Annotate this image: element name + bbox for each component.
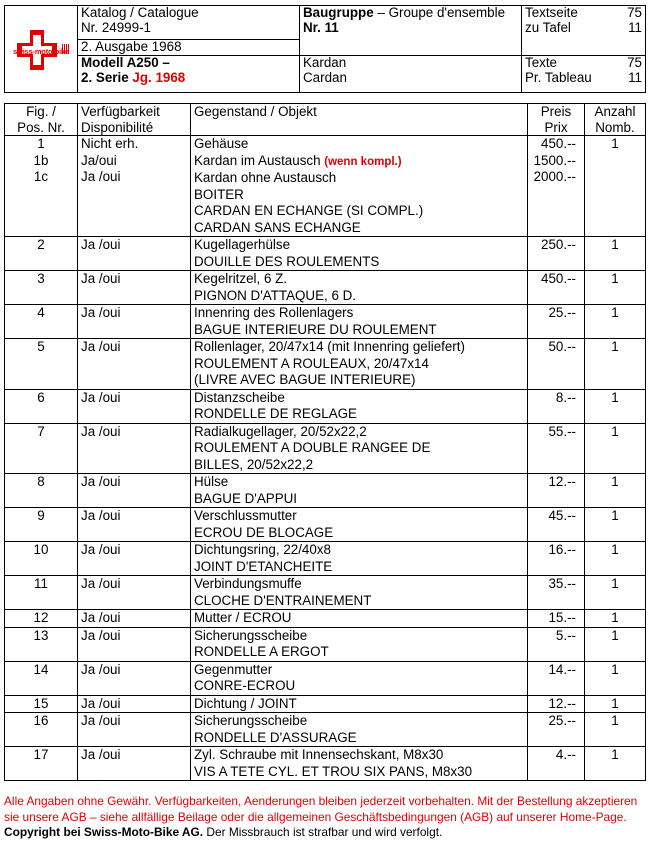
availability-cell: Ja /oui: [78, 747, 191, 781]
price-cell: 4.--: [528, 747, 585, 781]
quantity-cell: 1: [585, 610, 646, 628]
table-row: [5, 713, 646, 747]
object-line: RONDELLE A ERGOT: [194, 644, 329, 659]
fig-cell: 2: [5, 237, 78, 271]
object-line: RONDELLE DE REGLAGE: [194, 406, 357, 421]
texte-label: Texte: [525, 55, 558, 70]
object-line: Verschlussmutter: [194, 508, 297, 523]
object-cell: [191, 610, 528, 628]
fig-cell: 3: [5, 271, 78, 305]
textseite-value: 75: [627, 5, 642, 20]
price-cell: 12.--: [528, 474, 585, 508]
group-number: Nr. 11: [303, 19, 339, 35]
fig-cell: 14: [5, 661, 78, 695]
col-header-object: Gegenstand / Objekt: [191, 104, 528, 136]
availability-cell: Ja /oui: [78, 237, 191, 271]
fig-cell: 1 1b 1c: [5, 136, 78, 237]
quantity-cell: 1: [585, 576, 646, 610]
price-cell: 450.-- 1500.-- 2000.--: [528, 136, 585, 237]
texte-value: 75: [627, 55, 642, 70]
texte-cell: [522, 56, 646, 93]
quantity-cell: 1: [585, 136, 646, 237]
table-row: [5, 576, 646, 610]
group-name-de: Kardan: [303, 55, 347, 70]
price-cell: 14.--: [528, 661, 585, 695]
object-cell: [191, 661, 528, 695]
swiss-moto-bike-logo: [10, 26, 72, 72]
fig-cell: 16: [5, 713, 78, 747]
object-line: BAGUE INTERIEURE DU ROULEMENT: [194, 321, 437, 337]
price-cell: 50.--: [528, 339, 585, 390]
object-line: (LIVRE AVEC BAGUE INTERIEURE): [194, 372, 416, 387]
fig-cell: 6: [5, 389, 78, 423]
availability-cell: Ja /oui: [78, 713, 191, 747]
object-cell: [191, 747, 528, 781]
object-cell: [191, 627, 528, 661]
object-line: VIS A TETE CYL. ET TROU SIX PANS, M8x30: [194, 763, 473, 779]
model-cell: [78, 56, 300, 93]
price-cell: 450.--: [528, 271, 585, 305]
pr-tableau-value: 11: [628, 69, 642, 85]
object-line: Kegelritzel, 6 Z.: [194, 271, 288, 286]
object-cell: [191, 305, 528, 339]
table-row: [5, 508, 646, 542]
fig-cell: 7: [5, 423, 78, 474]
availability-cell: Ja /oui: [78, 271, 191, 305]
object-cell: [191, 508, 528, 542]
fig-cell: 17: [5, 747, 78, 781]
table-row: [5, 661, 646, 695]
object-cell: [191, 713, 528, 747]
quantity-cell: 1: [585, 474, 646, 508]
catalog-number-cell: [78, 6, 300, 40]
group-name-fr: Cardan: [303, 69, 347, 85]
price-cell: 250.--: [528, 237, 585, 271]
col-header-availability: Verfügbarkeit Disponibilité: [78, 104, 191, 136]
object-line: CONRE-ECROU: [194, 678, 296, 693]
fig-cell: 13: [5, 627, 78, 661]
table-row: [5, 747, 646, 781]
fig-cell: 5: [5, 339, 78, 390]
object-line: BILLES, 20/52x22,2: [194, 456, 314, 472]
textseite-label: Textseite: [525, 5, 578, 20]
pr-tableau-label: Pr. Tableau: [525, 69, 592, 85]
price-cell: 12.--: [528, 695, 585, 713]
edition-cell: 2. Ausgabe 1968: [78, 40, 300, 56]
availability-cell: Ja /oui: [78, 389, 191, 423]
object-line: Kugellagerhülse: [194, 237, 291, 252]
availability-cell: Ja /oui: [78, 627, 191, 661]
object-line: Innenring des Rollenlagers: [194, 305, 354, 320]
object-line: Mutter / ECROU: [194, 610, 292, 625]
availability-cell: Ja /oui: [78, 661, 191, 695]
object-cell: [191, 237, 528, 271]
disclaimer-footer: [4, 794, 649, 841]
object-cell: [191, 271, 528, 305]
quantity-cell: 1: [585, 389, 646, 423]
object-line: ECROU DE BLOCAGE: [194, 524, 334, 540]
group-label: Baugruppe – Groupe d'ensemble: [303, 5, 506, 20]
quantity-cell: 1: [585, 237, 646, 271]
price-cell: 55.--: [528, 423, 585, 474]
catalog-label: Katalog / Catalogue: [81, 5, 199, 20]
quantity-cell: 1: [585, 542, 646, 576]
table-row: [5, 542, 646, 576]
table-row: [5, 389, 646, 423]
object-line: BAGUE D'APPUI: [194, 490, 298, 506]
availability-cell: Ja /oui: [78, 508, 191, 542]
price-cell: 8.--: [528, 389, 585, 423]
object-line: Radialkugellager, 20/52x22,2: [194, 423, 367, 439]
price-cell: 25.--: [528, 713, 585, 747]
object-line: Distanzscheibe: [194, 389, 285, 405]
table-row: [5, 136, 646, 237]
table-row: [5, 627, 646, 661]
quantity-cell: 1: [585, 661, 646, 695]
object-cell: [191, 423, 528, 474]
price-cell: 15.--: [528, 610, 585, 628]
object-cell: [191, 389, 528, 423]
object-line: PIGNON D'ATTAQUE, 6 D.: [194, 287, 357, 303]
textseite-cell: [522, 6, 646, 56]
quantity-cell: 1: [585, 627, 646, 661]
quantity-cell: 1: [585, 305, 646, 339]
object-line: RONDELLE D'ASSURAGE: [194, 729, 357, 745]
logo-cell: [5, 6, 78, 93]
object-cell: [191, 695, 528, 713]
table-row: [5, 237, 646, 271]
availability-cell: Ja /oui: [78, 474, 191, 508]
object-line: Sicherungsscheibe: [194, 713, 308, 728]
table-row: [5, 423, 646, 474]
fig-cell: 8: [5, 474, 78, 508]
catalog-number: Nr. 24999-1: [81, 19, 151, 35]
fig-cell: 15: [5, 695, 78, 713]
quantity-cell: 1: [585, 508, 646, 542]
quantity-cell: 1: [585, 423, 646, 474]
object-cell: [191, 474, 528, 508]
object-cell: [191, 339, 528, 390]
table-row: [5, 474, 646, 508]
availability-cell: Ja /oui: [78, 695, 191, 713]
catalog-header: [4, 5, 646, 93]
object-line: Dichtung / JOINT: [194, 695, 297, 711]
quantity-cell: 1: [585, 695, 646, 713]
object-cell: Gehäuse Kardan im Austausch (wenn kompl.) Kardan ohne Austausch BOITER CARDAN EN ECHANGE (SI COMPL.) CARDAN SANS ECHANGE: [191, 136, 528, 237]
availability-cell: Ja /oui: [78, 305, 191, 339]
logo-text: swiss-moto-bike: [13, 47, 69, 56]
object-cell: [191, 576, 528, 610]
disclaimer-text: Alle Angaben ohne Gewähr. Verfügbarkeiten, Aenderungen bleiben jederzeit vorbehalten. Mit der Bestellung akzeptieren sie unsere AGB – siehe allfällige Beilage oder die allgemeinen Geschäftsbedingungen (AGB) auf unserer Home-Page.: [4, 794, 638, 824]
table-row: [5, 339, 646, 390]
col-header-price: Preis Prix: [528, 104, 585, 136]
zu-tafel-value: 11: [628, 19, 642, 35]
model-line-1: Modell A250 –: [81, 55, 170, 70]
object-line: Zyl. Schraube mit Innensechskant, M8x30: [194, 747, 444, 762]
object-line: Sicherungsscheibe: [194, 627, 308, 643]
table-row: [5, 695, 646, 713]
object-line: ROULEMENT A ROULEAUX, 20/47x14: [194, 355, 429, 371]
object-cell: [191, 542, 528, 576]
fig-cell: 9: [5, 508, 78, 542]
quantity-cell: 1: [585, 747, 646, 781]
object-line: Hülse: [194, 474, 229, 489]
table-row: [5, 610, 646, 628]
model-line-2: 2. Serie Jg. 1968: [81, 69, 186, 85]
price-cell: 45.--: [528, 508, 585, 542]
price-cell: 25.--: [528, 305, 585, 339]
table-header-row: [5, 104, 646, 136]
zu-tafel-label: zu Tafel: [525, 19, 571, 35]
copyright-text: Copyright bei Swiss-Moto-Bike AG.: [4, 825, 204, 840]
group-name-cell: [300, 56, 522, 93]
object-line: CLOCHE D'ENTRAINEMENT: [194, 592, 372, 608]
misuse-text: Der Missbrauch ist strafbar und wird verfolgt.: [203, 825, 443, 840]
table-row: [5, 271, 646, 305]
quantity-cell: 1: [585, 271, 646, 305]
object-line: Dichtungsring, 22/40x8: [194, 542, 331, 557]
fig-cell: 11: [5, 576, 78, 610]
parts-table: [4, 103, 646, 781]
col-header-fig: Fig. / Pos. Nr.: [5, 104, 78, 136]
price-cell: 35.--: [528, 576, 585, 610]
fig-cell: 10: [5, 542, 78, 576]
price-cell: 16.--: [528, 542, 585, 576]
object-line: Gegenmutter: [194, 661, 273, 677]
object-line: JOINT D'ETANCHEITE: [194, 558, 333, 574]
object-line: Verbindungsmuffe: [194, 576, 302, 591]
availability-cell: Ja /oui: [78, 423, 191, 474]
group-cell: [300, 6, 522, 56]
quantity-cell: 1: [585, 339, 646, 390]
object-line: ROULEMENT A DOUBLE RANGEE DE: [194, 440, 431, 455]
quantity-cell: 1: [585, 713, 646, 747]
price-cell: 5.--: [528, 627, 585, 661]
availability-cell: Nicht erh. Ja/oui Ja /oui: [78, 136, 191, 237]
fig-cell: 12: [5, 610, 78, 628]
col-header-quantity: Anzahl Nomb.: [585, 104, 646, 136]
availability-cell: Ja /oui: [78, 339, 191, 390]
object-line: Rollenlager, 20/47x14 (mit Innenring geliefert): [194, 339, 465, 354]
object-line: DOUILLE DES ROULEMENTS: [194, 253, 380, 269]
fig-cell: 4: [5, 305, 78, 339]
table-row: [5, 305, 646, 339]
complete-note: (wenn kompl.): [324, 155, 402, 168]
availability-cell: Ja /oui: [78, 542, 191, 576]
availability-cell: Ja /oui: [78, 576, 191, 610]
availability-cell: Ja /oui: [78, 610, 191, 628]
